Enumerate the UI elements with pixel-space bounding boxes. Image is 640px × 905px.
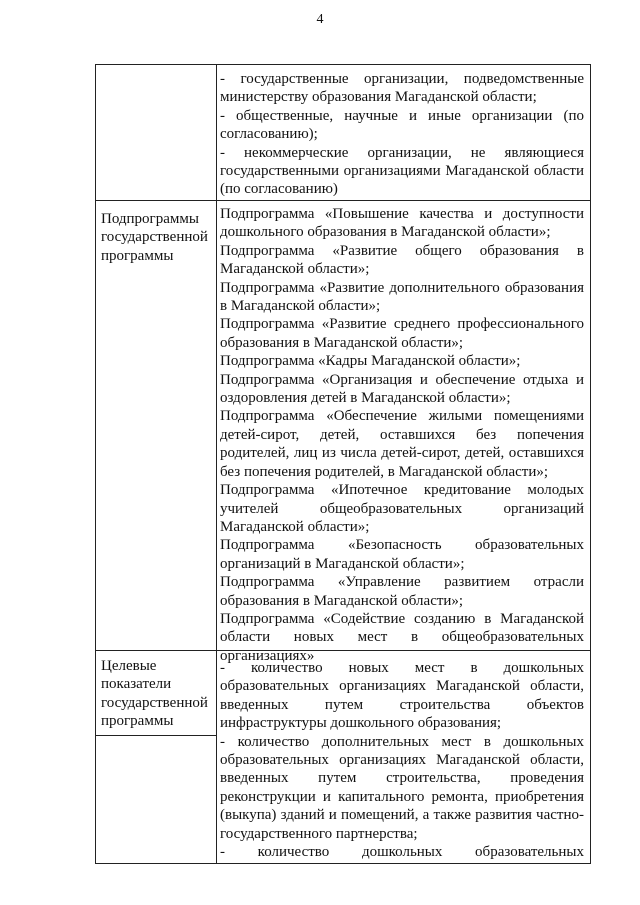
executors-item: - некоммерческие организации, не являющиеся государственными организациями Магаданской области (по согласованию)	[220, 144, 584, 198]
target-item: - количество новых мест в дошкольных образовательных организациях Магаданской области, введенных путем строительства объектов инфраструктуры дошкольного образования;	[220, 660, 584, 732]
table-border-left	[95, 64, 96, 864]
table-border-right	[590, 64, 591, 864]
executors-cell	[220, 70, 584, 199]
left-cell-divider	[95, 735, 217, 736]
subprogram-item: Подпрограмма «Содействие созданию в Магаданской области новых мест в общеобразовательных организациях»	[220, 610, 584, 664]
subprograms-cell	[220, 205, 584, 665]
subprogram-item: Подпрограмма «Ипотечное кредитование молодых учителей общеобразовательных организаций Магаданской области»;	[220, 482, 584, 535]
subprogram-item: Подпрограмма «Управление развитием отрасли образования в Магаданской области»;	[220, 574, 584, 609]
subprogram-item: Подпрограмма «Развитие дополнительного образования в Магаданской области»;	[220, 279, 584, 315]
subprogram-item: Подпрограмма «Развитие среднего профессионального образования в Магаданской области»;	[220, 316, 584, 351]
subprograms-label: Подпрограммы государственной программы	[101, 211, 208, 264]
subprogram-item: Подпрограмма «Обеспечение жилыми помещениями детей-сирот, детей, оставшихся без попечения родителей, лиц из числа детей-сирот, детей, оставшихся без попечения родителей, в Магаданской области»;	[220, 408, 584, 480]
subprogram-item: Подпрограмма «Развитие общего образования в Магаданской области»;	[220, 242, 584, 278]
subprogram-item: Подпрограмма «Безопасность образовательных организаций в Магаданской области»;	[220, 537, 584, 572]
subprogram-item: Подпрограмма «Кадры Магаданской области»;	[220, 353, 521, 370]
page-number: 4	[316, 12, 324, 27]
table-border-top	[95, 64, 591, 65]
row-divider	[95, 200, 591, 201]
executors-item: - государственные организации, подведомственные министерству образования Магаданской области;	[220, 71, 584, 106]
targets-label: Целевые показатели государственной программы	[101, 658, 208, 730]
table-border-bottom	[95, 863, 591, 864]
target-item: - количество дошкольных образовательных	[220, 844, 584, 861]
subprogram-item: Подпрограмма «Повышение качества и доступности дошкольного образования в Магаданской области»;	[220, 206, 584, 241]
executors-item: - общественные, научные и иные организации (по согласованию);	[220, 107, 584, 143]
target-item: - количество дополнительных мест в дошкольных образовательных организациях Магаданской области, введенных путем строительства, проведения реконструкции и капитального ремонта, приобретения (выкупа) зданий и помещений, а также развития частно-государственного партнерства;	[220, 733, 584, 842]
subprogram-item: Подпрограмма «Организация и обеспечение отдыха и оздоровления детей в Магаданской области»;	[220, 371, 584, 407]
targets-cell	[220, 659, 584, 861]
table-column-divider	[216, 64, 217, 864]
